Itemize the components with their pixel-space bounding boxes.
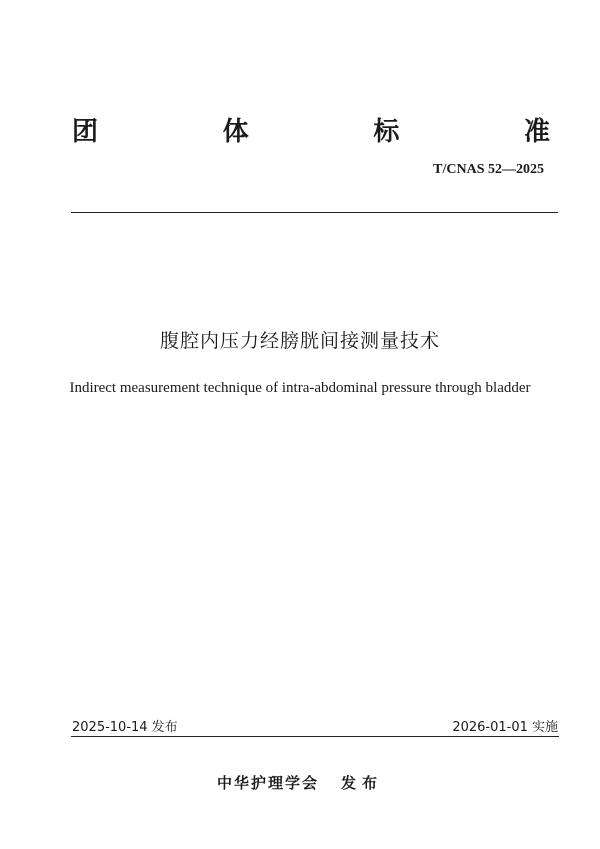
header-divider xyxy=(71,212,558,213)
document-title-chinese: 腹腔内压力经膀胱间接测量技术 xyxy=(159,330,440,352)
implementation-date: 2026-01-01 实施 xyxy=(452,720,558,735)
publisher-line xyxy=(0,772,600,793)
publish-label: 发布 xyxy=(341,774,384,792)
document-title-english: Indirect measurement technique of intra-abdominal pressure through bladder xyxy=(69,380,531,396)
category-char-1: 团 xyxy=(72,117,99,147)
publisher-name: 中华护理学会 xyxy=(216,774,319,792)
publish-date: 2025-10-14 发布 xyxy=(72,720,178,735)
category-char-3: 标 xyxy=(373,117,400,147)
standard-code: T/CNAS 52—2025 xyxy=(433,162,544,177)
footer-divider xyxy=(71,736,559,737)
category-char-2: 体 xyxy=(222,117,249,147)
document-category-title xyxy=(72,110,550,154)
category-char-4: 准 xyxy=(523,117,550,147)
